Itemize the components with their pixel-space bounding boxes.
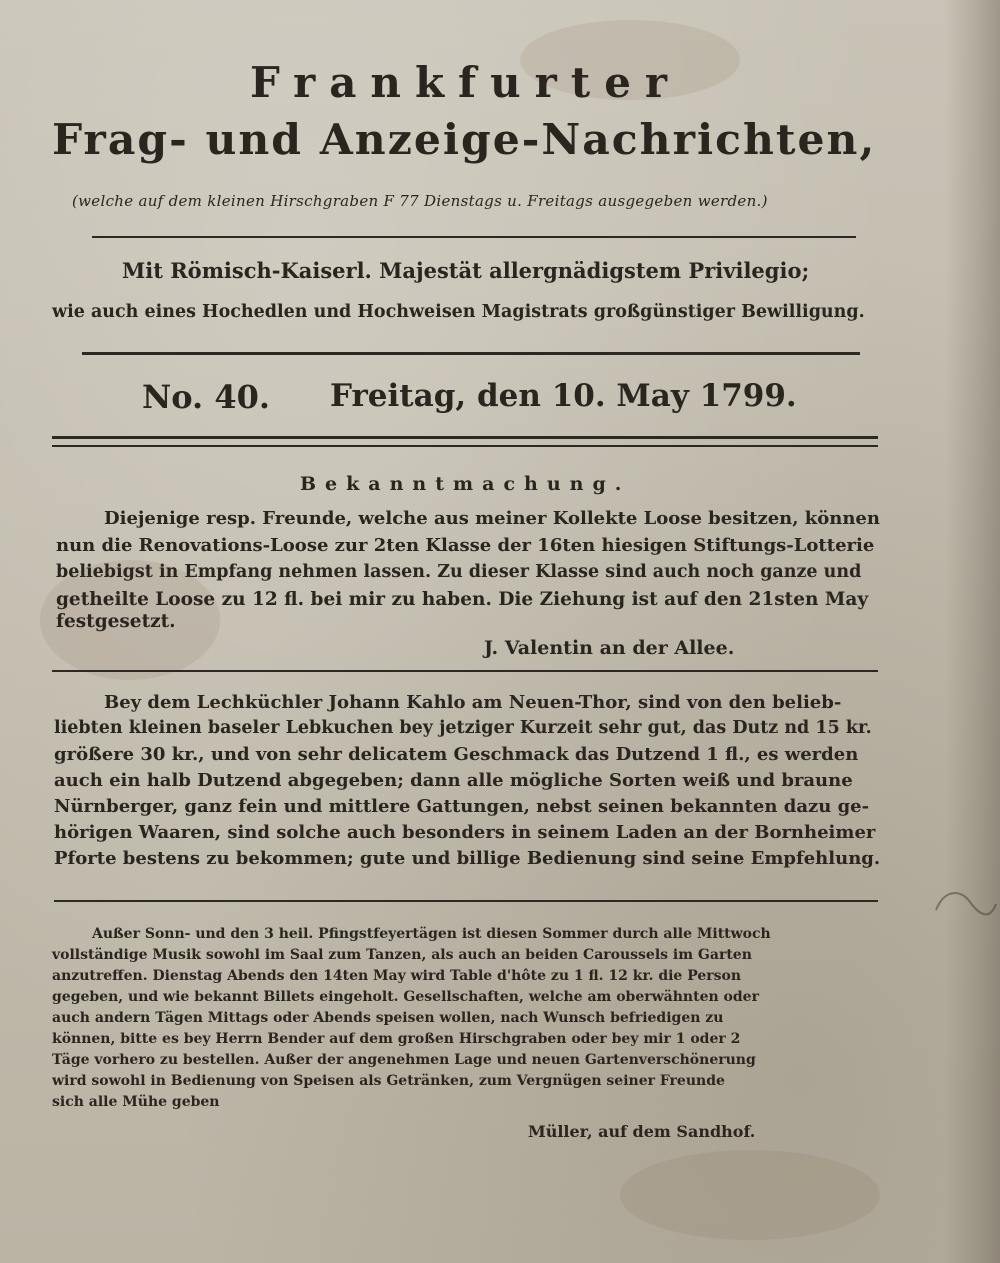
notice1-line: festgesetzt. xyxy=(56,611,176,632)
notice2-line: hörigen Waaren, sind solche auch besonders in seinem Laden an der Bornheimer xyxy=(54,822,876,843)
notice2-line: Nürnberger, ganz fein und mittlere Gattungen, nebst seinen bekannten dazu ge- xyxy=(54,796,870,817)
notice3-line: Täge vorhero zu bestellen. Außer der angenehmen Lage und neuen Gartenverschönerung xyxy=(52,1052,756,1068)
notice3-line: auch andern Tägen Mittags oder Abends speisen wollen, nach Wunsch befriedigen zu xyxy=(52,1010,724,1026)
notice3-signature: Müller, auf dem Sandhof. xyxy=(528,1122,756,1141)
notice1-line: nun die Renovations-Loose zur 2ten Klasse der 16ten hiesigen Stiftungs-Lotterie xyxy=(56,535,875,556)
page-spine-shadow xyxy=(945,0,1000,1263)
ink-mark-icon xyxy=(930,880,1000,930)
divider-rule xyxy=(82,352,860,355)
masthead-subline: (welche auf dem kleinen Hirschgraben F 77 Dienstags u. Freitags ausgegeben werden.) xyxy=(72,192,768,210)
divider-rule xyxy=(92,236,856,238)
notice1-line: getheilte Loose zu 12 fl. bei mir zu haben. Die Ziehung ist auf den 21sten May xyxy=(56,589,869,610)
notice1-signature: J. Valentin an der Allee. xyxy=(484,637,735,659)
notice2-line: Pforte bestens zu bekommen; gute und billige Bedienung sind seine Empfehlung. xyxy=(54,848,881,869)
notice-heading: Bekanntmachung. xyxy=(300,473,631,495)
divider-rule xyxy=(52,670,878,672)
masthead-title-line1: Frankfurter xyxy=(250,58,682,107)
notice3-line: wird sowohl in Bedienung von Speisen als Getränken, zum Vergnügen seiner Freunde xyxy=(52,1073,725,1089)
privilege-line1: Mit Römisch-Kaiserl. Majestät allergnädigstem Privilegio; xyxy=(122,258,810,283)
divider-rule xyxy=(54,900,878,902)
notice3-line: können, bitte es bey Herrn Bender auf dem großen Hirschgraben oder bey mir 1 oder 2 xyxy=(52,1031,741,1047)
notice3-line: vollständige Musik sowohl im Saal zum Tanzen, als auch an beiden Caroussels im Garten xyxy=(52,947,752,963)
notice3-line: sich alle Mühe geben xyxy=(52,1094,220,1110)
paper-stain xyxy=(620,1150,880,1240)
notice3-line: anzutreffen. Dienstag Abends den 14ten May wird Table d'hôte zu 1 fl. 12 kr. die Person xyxy=(52,968,742,984)
notice2-line: liebten kleinen baseler Lebkuchen bey jetziger Kurzeit sehr gut, das Dutz nd 15 kr. xyxy=(54,718,872,738)
notice3-line: Außer Sonn- und den 3 heil. Pfingstfeyertägen ist diesen Sommer durch alle Mittwoch xyxy=(92,926,771,942)
notice2-line: auch ein halb Dutzend abgegeben; dann alle mögliche Sorten weiß und braune xyxy=(54,770,853,791)
masthead-title-line2: Frag- und Anzeige-Nachrichten, xyxy=(52,115,877,165)
privilege-line2: wie auch eines Hochedlen und Hochweisen Magistrats großgünstiger Bewilligung. xyxy=(52,302,865,322)
notice2-line: größere 30 kr., und von sehr delicatem Geschmack das Dutzend 1 fl., es werden xyxy=(54,744,859,765)
issue-number: No. 40. xyxy=(142,378,270,416)
notice1-line: Diejenige resp. Freunde, welche aus meiner Kollekte Loose besitzen, können xyxy=(104,508,880,529)
notice1-line: beliebigst in Empfang nehmen lassen. Zu dieser Klasse sind auch noch ganze und xyxy=(56,562,862,582)
notice3-line: gegeben, und wie bekannt Billets eingeholt. Gesellschaften, welche am oberwähnten oder xyxy=(52,989,759,1005)
notice2-line: Bey dem Lechküchler Johann Kahlo am Neuen-Thor, sind von den belieb- xyxy=(104,692,842,713)
double-rule-top xyxy=(52,436,878,439)
double-rule-bottom xyxy=(52,445,878,447)
issue-date: Freitag, den 10. May 1799. xyxy=(330,378,797,414)
